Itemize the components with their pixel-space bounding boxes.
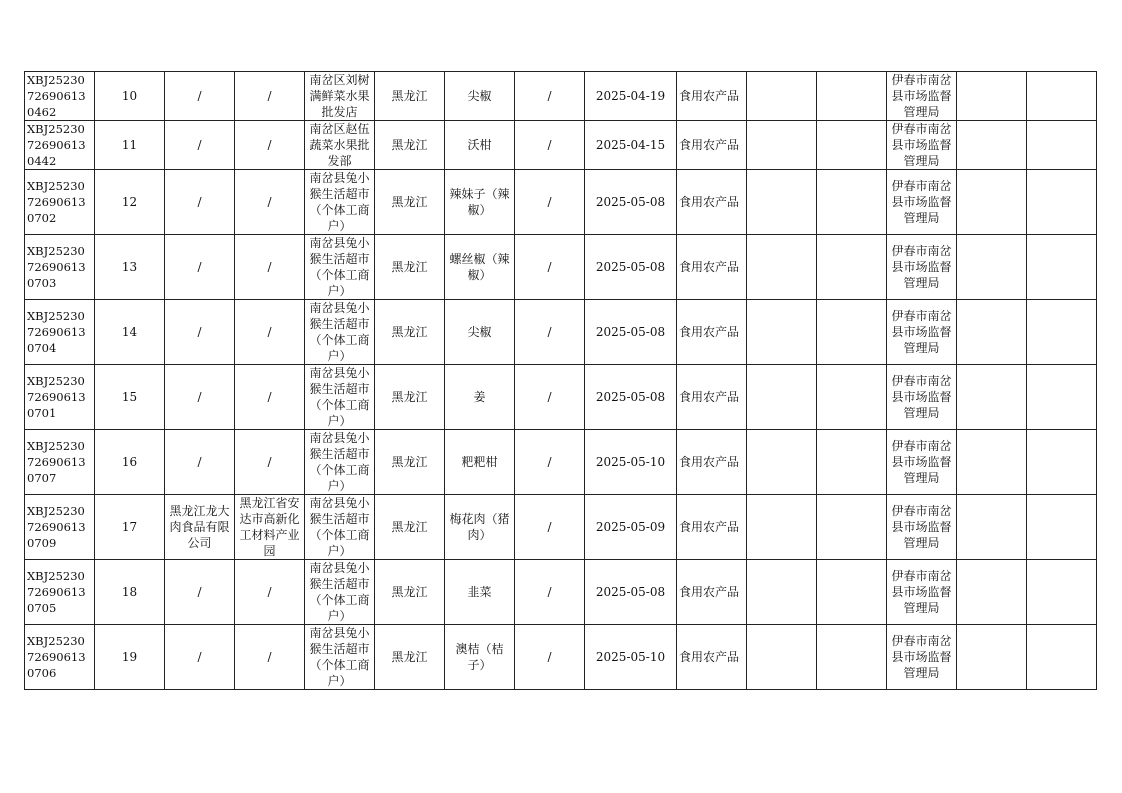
production-date-cell: 2025-04-19 bbox=[585, 72, 677, 121]
food-name-cell: 螺丝椒（辣椒） bbox=[445, 235, 515, 300]
specification-cell: / bbox=[515, 365, 585, 430]
empty-cell bbox=[957, 235, 1027, 300]
producer-address-cell: / bbox=[235, 72, 305, 121]
sample-code-cell: XBJ25230726906130706 bbox=[25, 625, 95, 690]
empty-cell bbox=[817, 170, 887, 235]
specification-cell: / bbox=[515, 170, 585, 235]
food-name-cell: 沃柑 bbox=[445, 121, 515, 170]
serial-number-cell: 17 bbox=[95, 495, 165, 560]
empty-cell bbox=[1027, 235, 1097, 300]
serial-number-cell: 19 bbox=[95, 625, 165, 690]
food-category-cell: 食用农产品 bbox=[677, 560, 747, 625]
seller-name-cell: 南岔县兔小猴生活超市（个体工商户） bbox=[305, 300, 375, 365]
empty-cell bbox=[817, 235, 887, 300]
food-category-cell: 食用农产品 bbox=[677, 430, 747, 495]
empty-cell bbox=[747, 72, 817, 121]
sample-code-cell: XBJ25230726906130704 bbox=[25, 300, 95, 365]
producer-name-cell: / bbox=[165, 300, 235, 365]
specification-cell: / bbox=[515, 495, 585, 560]
empty-cell bbox=[747, 560, 817, 625]
specification-cell: / bbox=[515, 72, 585, 121]
seller-name-cell: 南岔县兔小猴生活超市（个体工商户） bbox=[305, 560, 375, 625]
empty-cell bbox=[747, 235, 817, 300]
seller-name-cell: 南岔县兔小猴生活超市（个体工商户） bbox=[305, 235, 375, 300]
producer-name-cell: / bbox=[165, 560, 235, 625]
producer-address-cell: / bbox=[235, 121, 305, 170]
food-category-cell: 食用农产品 bbox=[677, 625, 747, 690]
serial-number-cell: 10 bbox=[95, 72, 165, 121]
empty-cell bbox=[817, 365, 887, 430]
food-name-cell: 梅花肉（猪肉） bbox=[445, 495, 515, 560]
empty-cell bbox=[1027, 560, 1097, 625]
empty-cell bbox=[957, 300, 1027, 365]
production-date-cell: 2025-05-08 bbox=[585, 365, 677, 430]
empty-cell bbox=[747, 625, 817, 690]
food-name-cell: 辣妹子（辣椒） bbox=[445, 170, 515, 235]
sample-code-cell: XBJ25230726906130709 bbox=[25, 495, 95, 560]
producer-address-cell: / bbox=[235, 625, 305, 690]
seller-name-cell: 南岔县兔小猴生活超市（个体工商户） bbox=[305, 430, 375, 495]
empty-cell bbox=[957, 365, 1027, 430]
task-source-cell: 伊春市南岔县市场监督管理局 bbox=[887, 235, 957, 300]
specification-cell: / bbox=[515, 300, 585, 365]
serial-number-cell: 13 bbox=[95, 235, 165, 300]
seller-province-cell: 黑龙江 bbox=[375, 235, 445, 300]
empty-cell bbox=[747, 365, 817, 430]
table-row bbox=[25, 235, 1097, 300]
empty-cell bbox=[957, 170, 1027, 235]
task-source-cell: 伊春市南岔县市场监督管理局 bbox=[887, 365, 957, 430]
specification-cell: / bbox=[515, 121, 585, 170]
table-body bbox=[25, 72, 1097, 690]
sample-code-cell: XBJ25230726906130703 bbox=[25, 235, 95, 300]
empty-cell bbox=[957, 495, 1027, 560]
food-category-cell: 食用农产品 bbox=[677, 235, 747, 300]
empty-cell bbox=[817, 72, 887, 121]
empty-cell bbox=[957, 121, 1027, 170]
specification-cell: / bbox=[515, 625, 585, 690]
task-source-cell: 伊春市南岔县市场监督管理局 bbox=[887, 170, 957, 235]
food-category-cell: 食用农产品 bbox=[677, 495, 747, 560]
seller-province-cell: 黑龙江 bbox=[375, 72, 445, 121]
empty-cell bbox=[817, 430, 887, 495]
producer-address-cell: / bbox=[235, 235, 305, 300]
food-category-cell: 食用农产品 bbox=[677, 121, 747, 170]
task-source-cell: 伊春市南岔县市场监督管理局 bbox=[887, 625, 957, 690]
seller-province-cell: 黑龙江 bbox=[375, 170, 445, 235]
empty-cell bbox=[747, 121, 817, 170]
sample-code-cell: XBJ25230726906130707 bbox=[25, 430, 95, 495]
empty-cell bbox=[817, 560, 887, 625]
producer-address-cell: / bbox=[235, 170, 305, 235]
food-name-cell: 澳桔（桔子） bbox=[445, 625, 515, 690]
producer-name-cell: / bbox=[165, 430, 235, 495]
empty-cell bbox=[1027, 170, 1097, 235]
production-date-cell: 2025-05-08 bbox=[585, 300, 677, 365]
food-name-cell: 尖椒 bbox=[445, 72, 515, 121]
seller-province-cell: 黑龙江 bbox=[375, 625, 445, 690]
food-category-cell: 食用农产品 bbox=[677, 170, 747, 235]
table-row bbox=[25, 625, 1097, 690]
table-row bbox=[25, 170, 1097, 235]
sample-code-cell: XBJ25230726906130705 bbox=[25, 560, 95, 625]
empty-cell bbox=[1027, 121, 1097, 170]
sampling-results-table bbox=[24, 71, 1097, 690]
task-source-cell: 伊春市南岔县市场监督管理局 bbox=[887, 560, 957, 625]
producer-address-cell: / bbox=[235, 300, 305, 365]
empty-cell bbox=[1027, 365, 1097, 430]
seller-province-cell: 黑龙江 bbox=[375, 365, 445, 430]
production-date-cell: 2025-05-08 bbox=[585, 170, 677, 235]
table-row bbox=[25, 72, 1097, 121]
empty-cell bbox=[957, 625, 1027, 690]
sample-code-cell: XBJ25230726906130442 bbox=[25, 121, 95, 170]
table-row bbox=[25, 365, 1097, 430]
task-source-cell: 伊春市南岔县市场监督管理局 bbox=[887, 300, 957, 365]
empty-cell bbox=[747, 170, 817, 235]
producer-name-cell: / bbox=[165, 625, 235, 690]
producer-address-cell: / bbox=[235, 560, 305, 625]
sample-code-cell: XBJ25230726906130701 bbox=[25, 365, 95, 430]
task-source-cell: 伊春市南岔县市场监督管理局 bbox=[887, 495, 957, 560]
producer-address-cell: / bbox=[235, 365, 305, 430]
empty-cell bbox=[1027, 72, 1097, 121]
producer-address-cell: 黑龙江省安达市高新化工材料产业园 bbox=[235, 495, 305, 560]
producer-name-cell: / bbox=[165, 72, 235, 121]
producer-name-cell: / bbox=[165, 170, 235, 235]
producer-name-cell: 黑龙江龙大肉食品有限公司 bbox=[165, 495, 235, 560]
seller-province-cell: 黑龙江 bbox=[375, 300, 445, 365]
seller-name-cell: 南岔县兔小猴生活超市（个体工商户） bbox=[305, 495, 375, 560]
seller-province-cell: 黑龙江 bbox=[375, 495, 445, 560]
table-row bbox=[25, 121, 1097, 170]
empty-cell bbox=[817, 121, 887, 170]
seller-province-cell: 黑龙江 bbox=[375, 121, 445, 170]
empty-cell bbox=[817, 495, 887, 560]
serial-number-cell: 18 bbox=[95, 560, 165, 625]
production-date-cell: 2025-05-09 bbox=[585, 495, 677, 560]
food-category-cell: 食用农产品 bbox=[677, 365, 747, 430]
food-name-cell: 粑粑柑 bbox=[445, 430, 515, 495]
seller-name-cell: 南岔区赵伍蔬菜水果批发部 bbox=[305, 121, 375, 170]
producer-name-cell: / bbox=[165, 121, 235, 170]
producer-name-cell: / bbox=[165, 365, 235, 430]
seller-name-cell: 南岔区刘树满鲜菜水果批发店 bbox=[305, 72, 375, 121]
seller-name-cell: 南岔县兔小猴生活超市（个体工商户） bbox=[305, 365, 375, 430]
empty-cell bbox=[1027, 625, 1097, 690]
seller-province-cell: 黑龙江 bbox=[375, 560, 445, 625]
food-category-cell: 食用农产品 bbox=[677, 72, 747, 121]
producer-address-cell: / bbox=[235, 430, 305, 495]
table-row bbox=[25, 560, 1097, 625]
seller-name-cell: 南岔县兔小猴生活超市（个体工商户） bbox=[305, 170, 375, 235]
serial-number-cell: 12 bbox=[95, 170, 165, 235]
empty-cell bbox=[957, 560, 1027, 625]
seller-name-cell: 南岔县兔小猴生活超市（个体工商户） bbox=[305, 625, 375, 690]
serial-number-cell: 15 bbox=[95, 365, 165, 430]
empty-cell bbox=[817, 300, 887, 365]
producer-name-cell: / bbox=[165, 235, 235, 300]
empty-cell bbox=[1027, 300, 1097, 365]
sample-code-cell: XBJ25230726906130702 bbox=[25, 170, 95, 235]
empty-cell bbox=[1027, 495, 1097, 560]
empty-cell bbox=[957, 430, 1027, 495]
food-name-cell: 姜 bbox=[445, 365, 515, 430]
serial-number-cell: 11 bbox=[95, 121, 165, 170]
specification-cell: / bbox=[515, 560, 585, 625]
production-date-cell: 2025-05-10 bbox=[585, 625, 677, 690]
table-row bbox=[25, 495, 1097, 560]
table-row bbox=[25, 300, 1097, 365]
sample-code-cell: XBJ25230726906130462 bbox=[25, 72, 95, 121]
food-name-cell: 韭菜 bbox=[445, 560, 515, 625]
table-row bbox=[25, 430, 1097, 495]
production-date-cell: 2025-05-08 bbox=[585, 235, 677, 300]
specification-cell: / bbox=[515, 235, 585, 300]
task-source-cell: 伊春市南岔县市场监督管理局 bbox=[887, 430, 957, 495]
task-source-cell: 伊春市南岔县市场监督管理局 bbox=[887, 121, 957, 170]
empty-cell bbox=[1027, 430, 1097, 495]
task-source-cell: 伊春市南岔县市场监督管理局 bbox=[887, 72, 957, 121]
food-category-cell: 食用农产品 bbox=[677, 300, 747, 365]
specification-cell: / bbox=[515, 430, 585, 495]
seller-province-cell: 黑龙江 bbox=[375, 430, 445, 495]
empty-cell bbox=[817, 625, 887, 690]
empty-cell bbox=[747, 430, 817, 495]
production-date-cell: 2025-05-08 bbox=[585, 560, 677, 625]
food-name-cell: 尖椒 bbox=[445, 300, 515, 365]
production-date-cell: 2025-05-10 bbox=[585, 430, 677, 495]
serial-number-cell: 14 bbox=[95, 300, 165, 365]
empty-cell bbox=[747, 495, 817, 560]
serial-number-cell: 16 bbox=[95, 430, 165, 495]
production-date-cell: 2025-04-15 bbox=[585, 121, 677, 170]
empty-cell bbox=[747, 300, 817, 365]
empty-cell bbox=[957, 72, 1027, 121]
